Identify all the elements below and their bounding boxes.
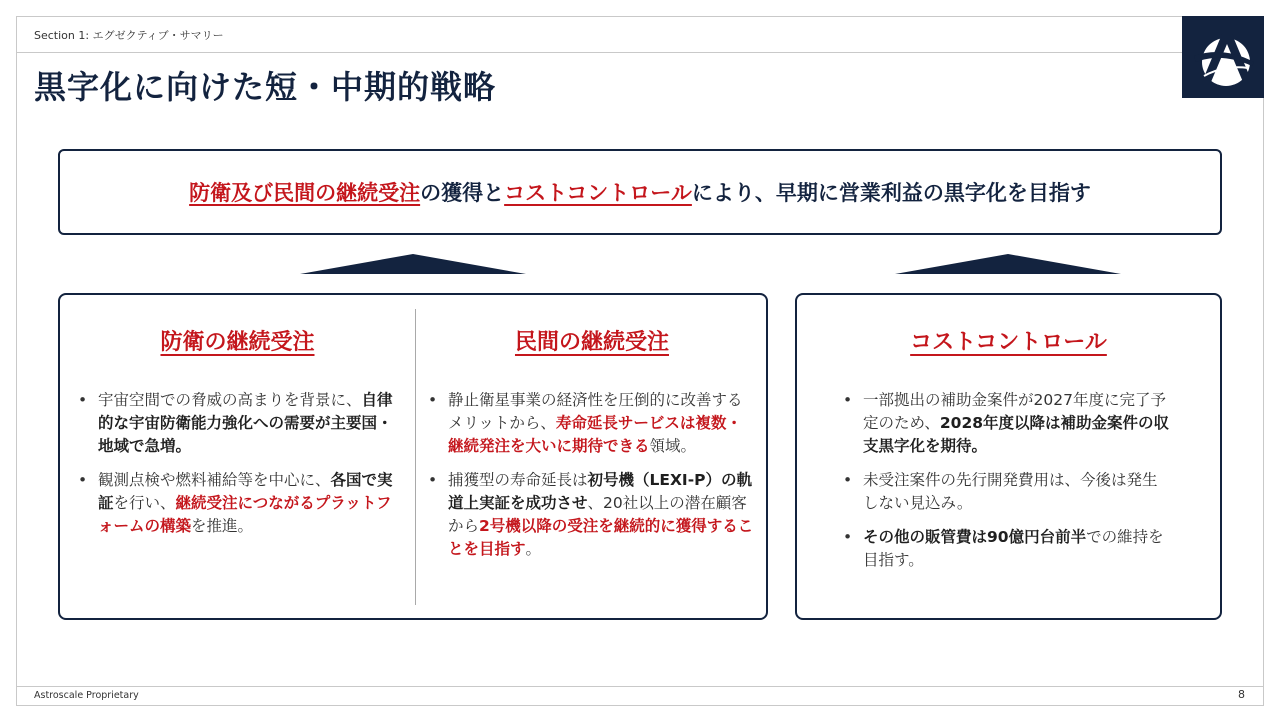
commercial-bullets (426, 389, 756, 572)
bullet-icon: • (78, 391, 88, 409)
bullet-text-bold: 2028年度以降は補助金案件の収支黒字化を期待。 (863, 414, 1170, 455)
logo-mark (1182, 16, 1264, 98)
summary-text: により、早期に営業利益の黒字化を目指す (691, 181, 1091, 205)
summary-highlight-orders: 防衛及び民間の継続受注 (189, 181, 421, 205)
bullet-text-highlight: 寿命延長サービスは複数・継続発注を大いに期待できる (448, 414, 742, 455)
list-item (426, 389, 756, 458)
cost-card (795, 293, 1222, 620)
list-item (841, 469, 1171, 515)
astroscale-logo-icon (1182, 16, 1264, 98)
bullet-text: での維持を目指す。 (863, 528, 1164, 569)
list-item (426, 469, 756, 561)
orders-card (58, 293, 768, 620)
bullet-icon: • (428, 471, 438, 489)
bullet-text-highlight: 2号機以降の受注を継続的に獲得することを目指す (448, 517, 754, 558)
list-item (841, 389, 1171, 458)
commercial-column (416, 295, 768, 618)
bullet-icon: • (843, 471, 853, 489)
header-divider (16, 52, 1182, 53)
up-arrow-right-icon (895, 254, 1121, 274)
bullet-text: 捕獲型の寿命延長は (448, 471, 588, 489)
bullet-icon: • (843, 528, 853, 546)
cost-column (797, 295, 1220, 618)
page-number: 8 (1238, 688, 1245, 701)
footer-divider (16, 686, 1264, 687)
section-label: Section 1: エグゼクティブ・サマリー (34, 29, 224, 42)
defense-bullets (76, 389, 396, 549)
list-item (76, 389, 396, 458)
bullet-text-bold: 初号機（LEXI-P）の軌道上実証を成功させ (448, 471, 752, 512)
bullet-text: を行い、 (113, 494, 176, 512)
defense-heading: 防衛の継続受注 (160, 330, 315, 355)
summary-highlight-cost: コストコントロール (504, 181, 692, 205)
up-arrow-left-icon (300, 254, 526, 274)
bullet-text-bold: 自律的な宇宙防衛能力強化への需要が主要国・地域で急増。 (98, 391, 393, 455)
summary-box (58, 149, 1222, 235)
bullet-text: 。 (525, 540, 542, 558)
bullet-text-bold: 各国で実証 (98, 471, 393, 512)
bullet-text: 、20社以上の潜在顧客から (448, 494, 747, 535)
bullet-text: 一部拠出の補助金案件が2027年度に完了予定のため、 (863, 391, 1166, 432)
page-title: 黒字化に向けた短・中期的戦略 (34, 68, 497, 106)
bullet-text: を推進。 (191, 517, 254, 535)
bullet-text: 宇宙空間での脅威の高まりを背景に、 (98, 391, 362, 409)
bullet-text: 領域。 (649, 437, 697, 455)
bullet-text: 未受注案件の先行開発費用は、今後は発生しない見込み。 (863, 471, 1158, 512)
list-item (76, 469, 396, 538)
cost-heading: コストコントロール (910, 330, 1107, 355)
list-item (841, 526, 1171, 572)
defense-column (60, 295, 415, 618)
bullet-text: 観測点検や燃料補給等を中心に、 (98, 471, 331, 489)
bullet-text-bold: その他の販管費は90億円台前半 (863, 528, 1087, 546)
commercial-heading: 民間の継続受注 (514, 330, 669, 355)
summary-text: の獲得と (420, 181, 505, 205)
bullet-text-highlight: 継続受注につながるプラットフォームの構築 (98, 494, 392, 535)
footer-text: Astroscale Proprietary (34, 690, 139, 701)
bullet-text: 静止衛星事業の経済性を圧倒的に改善するメリットから、 (448, 391, 743, 432)
bullet-icon: • (843, 391, 853, 409)
cost-bullets (841, 389, 1171, 583)
bullet-icon: • (78, 471, 88, 489)
bullet-icon: • (428, 391, 438, 409)
